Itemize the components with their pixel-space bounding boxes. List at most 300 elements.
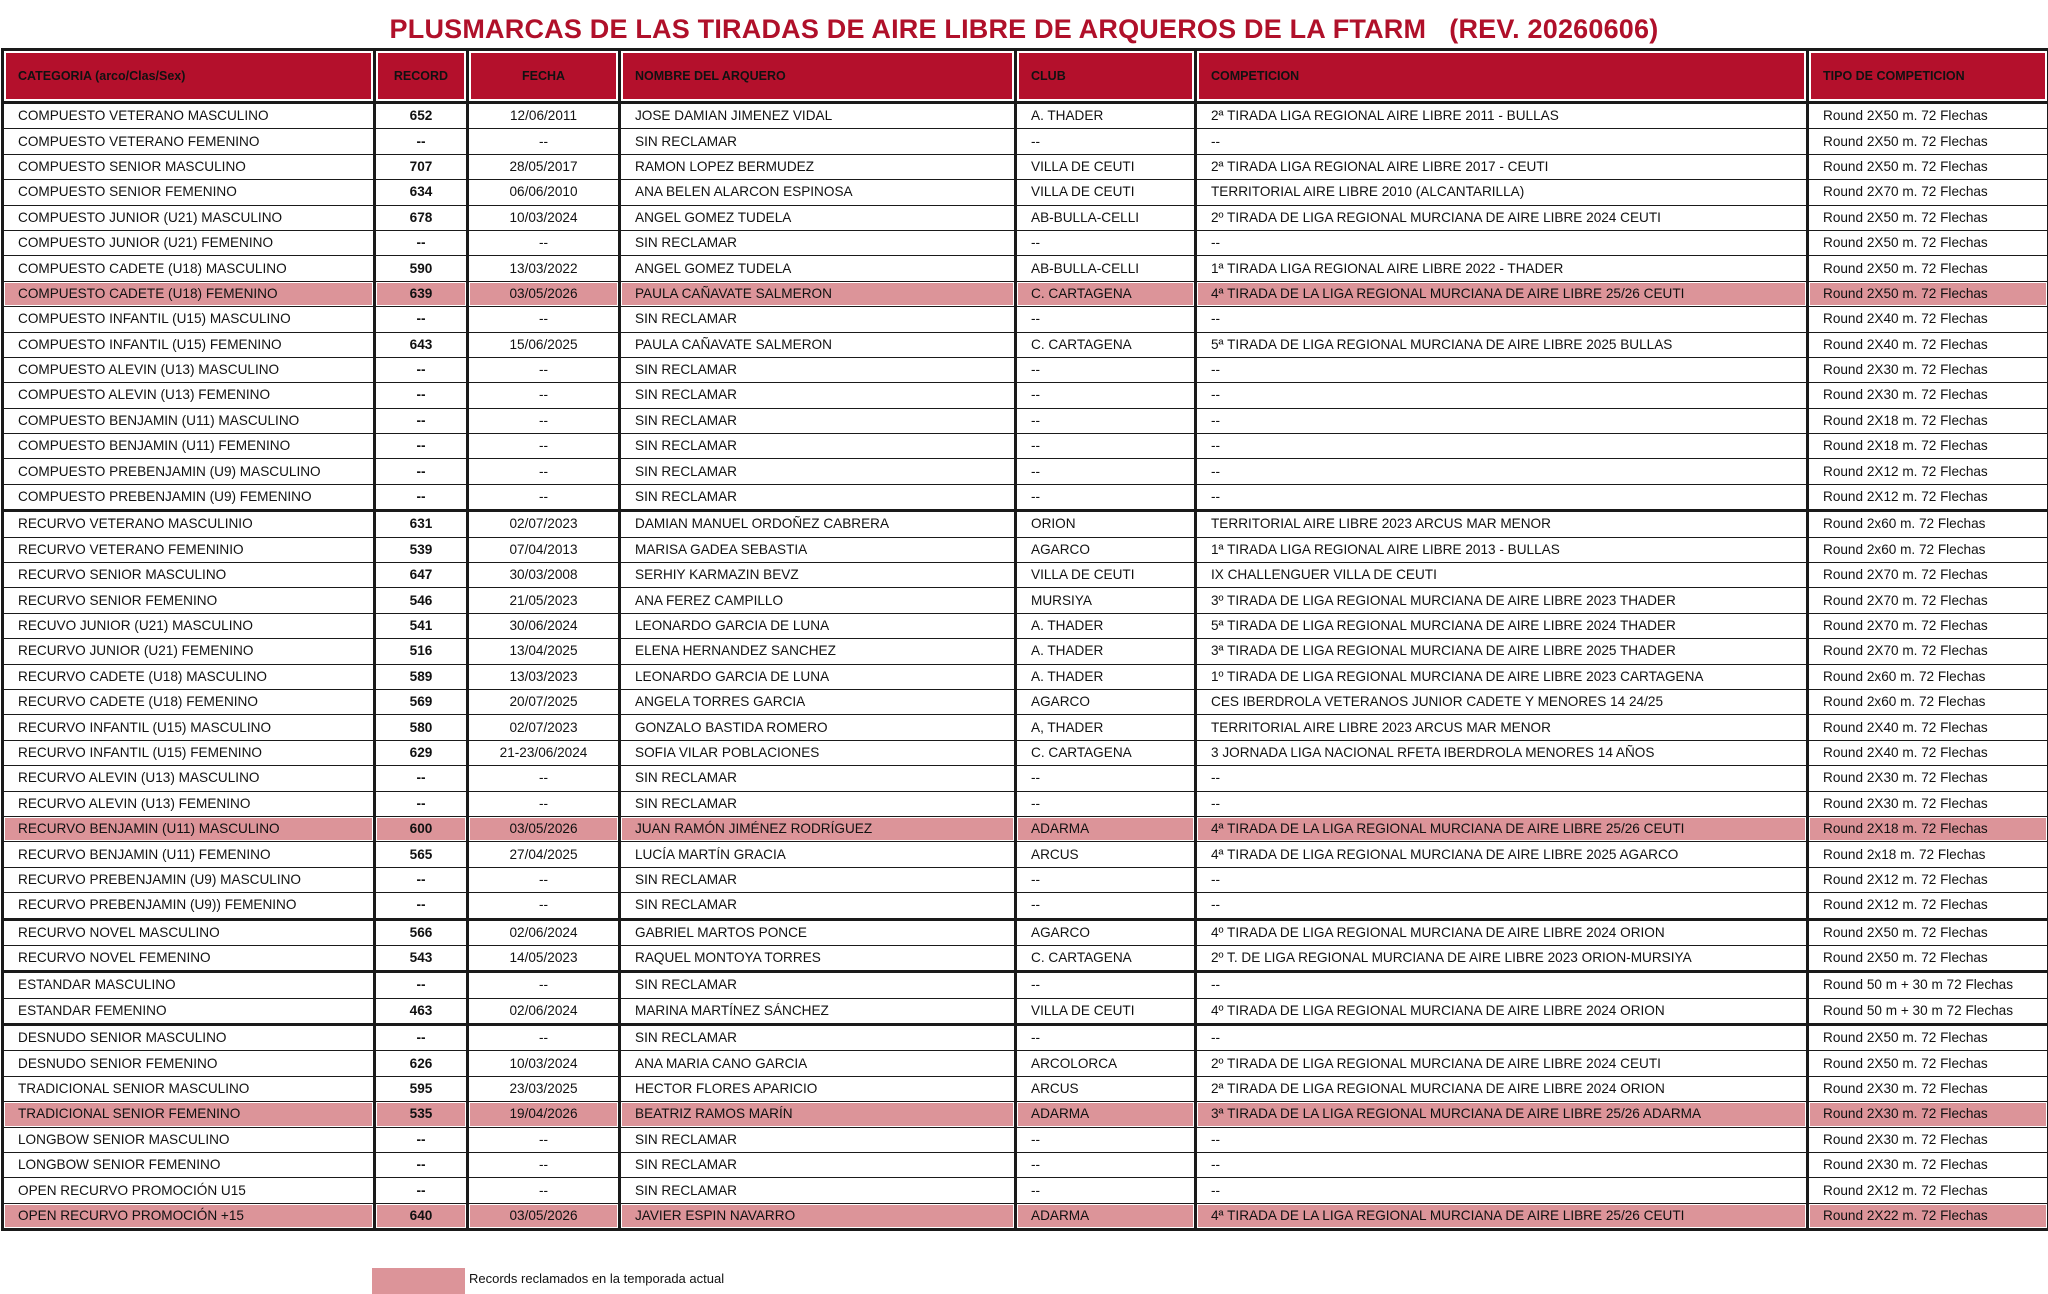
cell-tipo: Round 2X50 m. 72 Flechas: [1808, 281, 2048, 306]
cell-nombre: SIN RECLAMAR: [620, 766, 1016, 791]
cell-categoria: RECURVO NOVEL MASCULINO: [3, 919, 375, 945]
cell-club: A. THADER: [1016, 103, 1196, 129]
legend-text: Records reclamados en la temporada actual: [469, 1271, 725, 1286]
cell-nombre: JAVIER ESPIN NAVARRO: [620, 1203, 1016, 1229]
table-row: [3, 180, 2048, 205]
cell-record: 566: [375, 919, 468, 945]
cell-nombre: SIN RECLAMAR: [620, 1178, 1016, 1203]
table-row: [3, 972, 2048, 998]
cell-categoria: RECURVO NOVEL FEMENINO: [3, 945, 375, 971]
table-row: [3, 281, 2048, 306]
cell-club: --: [1016, 230, 1196, 255]
cell-fecha: --: [468, 307, 620, 332]
cell-fecha: --: [468, 408, 620, 433]
cell-categoria: RECURVO INFANTIL (U15) FEMENINO: [3, 740, 375, 765]
cell-fecha: 21/05/2023: [468, 588, 620, 613]
cell-competicion: 2º TIRADA DE LIGA REGIONAL MURCIANA DE AIRE LIBRE 2024 CEUTI: [1196, 1051, 1808, 1076]
cell-fecha: 20/07/2025: [468, 689, 620, 714]
col-header-nombre: NOMBRE DEL ARQUERO: [620, 50, 1016, 103]
cell-record: 640: [375, 1203, 468, 1229]
cell-nombre: LEONARDO GARCIA DE LUNA: [620, 664, 1016, 689]
cell-categoria: RECURVO BENJAMIN (U11) MASCULINO: [3, 816, 375, 841]
table-row: [3, 383, 2048, 408]
cell-categoria: COMPUESTO JUNIOR (U21) MASCULINO: [3, 205, 375, 230]
cell-competicion: CES IBERDROLA VETERANOS JUNIOR CADETE Y MENORES 14 24/25: [1196, 689, 1808, 714]
cell-competicion: 1ª TIRADA LIGA REGIONAL AIRE LIBRE 2013 - BULLAS: [1196, 537, 1808, 562]
cell-competicion: 2º TIRADA DE LIGA REGIONAL MURCIANA DE AIRE LIBRE 2024 CEUTI: [1196, 205, 1808, 230]
cell-competicion: --: [1196, 1178, 1808, 1203]
cell-competicion: TERRITORIAL AIRE LIBRE 2023 ARCUS MAR MENOR: [1196, 715, 1808, 740]
cell-categoria: COMPUESTO SENIOR FEMENINO: [3, 180, 375, 205]
cell-competicion: 4º TIRADA DE LIGA REGIONAL MURCIANA DE AIRE LIBRE 2024 ORION: [1196, 919, 1808, 945]
cell-record: --: [375, 357, 468, 382]
cell-competicion: IX CHALLENGUER VILLA DE CEUTI: [1196, 563, 1808, 588]
cell-club: VILLA DE CEUTI: [1016, 998, 1196, 1024]
cell-categoria: OPEN RECURVO PROMOCIÓN +15: [3, 1203, 375, 1229]
cell-fecha: 23/03/2025: [468, 1076, 620, 1101]
cell-categoria: RECURVO VETERANO MASCULINIO: [3, 511, 375, 537]
cell-tipo: Round 2x60 m. 72 Flechas: [1808, 537, 2048, 562]
cell-club: A. THADER: [1016, 613, 1196, 638]
table-row: [3, 919, 2048, 945]
table-row: [3, 791, 2048, 816]
cell-club: ADARMA: [1016, 816, 1196, 841]
cell-club: A. THADER: [1016, 664, 1196, 689]
cell-tipo: Round 2X50 m. 72 Flechas: [1808, 1025, 2048, 1051]
cell-tipo: Round 2X30 m. 72 Flechas: [1808, 357, 2048, 382]
records-body: [3, 103, 2048, 1230]
cell-tipo: Round 50 m + 30 m 72 Flechas: [1808, 998, 2048, 1024]
cell-tipo: Round 2X70 m. 72 Flechas: [1808, 639, 2048, 664]
cell-nombre: ANGEL GOMEZ TUDELA: [620, 205, 1016, 230]
cell-categoria: RECURVO SENIOR MASCULINO: [3, 563, 375, 588]
cell-club: ORION: [1016, 511, 1196, 537]
cell-competicion: 4º TIRADA DE LIGA REGIONAL MURCIANA DE AIRE LIBRE 2024 ORION: [1196, 998, 1808, 1024]
table-row: [3, 408, 2048, 433]
cell-nombre: ANA BELEN ALARCON ESPINOSA: [620, 180, 1016, 205]
cell-nombre: SIN RECLAMAR: [620, 791, 1016, 816]
table-row: [3, 307, 2048, 332]
cell-tipo: Round 2X18 m. 72 Flechas: [1808, 408, 2048, 433]
cell-competicion: --: [1196, 972, 1808, 998]
cell-club: AB-BULLA-CELLI: [1016, 256, 1196, 281]
cell-club: VILLA DE CEUTI: [1016, 180, 1196, 205]
cell-record: 535: [375, 1102, 468, 1127]
cell-record: --: [375, 1025, 468, 1051]
cell-record: --: [375, 893, 468, 919]
cell-record: --: [375, 766, 468, 791]
cell-record: 678: [375, 205, 468, 230]
cell-club: VILLA DE CEUTI: [1016, 154, 1196, 179]
legend-swatch: [372, 1268, 465, 1294]
cell-club: --: [1016, 484, 1196, 510]
cell-tipo: Round 2X12 m. 72 Flechas: [1808, 459, 2048, 484]
cell-nombre: RAQUEL MONTOYA TORRES: [620, 945, 1016, 971]
cell-record: 626: [375, 1051, 468, 1076]
cell-nombre: SIN RECLAMAR: [620, 867, 1016, 892]
cell-club: A. THADER: [1016, 639, 1196, 664]
cell-fecha: --: [468, 1025, 620, 1051]
cell-record: 539: [375, 537, 468, 562]
cell-nombre: SIN RECLAMAR: [620, 434, 1016, 459]
cell-tipo: Round 2X12 m. 72 Flechas: [1808, 893, 2048, 919]
cell-categoria: RECURVO PREBENJAMIN (U9)) FEMENINO: [3, 893, 375, 919]
table-row: [3, 256, 2048, 281]
cell-record: --: [375, 791, 468, 816]
cell-fecha: 30/06/2024: [468, 613, 620, 638]
cell-categoria: COMPUESTO INFANTIL (U15) FEMENINO: [3, 332, 375, 357]
cell-tipo: Round 2X50 m. 72 Flechas: [1808, 230, 2048, 255]
cell-competicion: 2ª TIRADA DE LIGA REGIONAL MURCIANA DE AIRE LIBRE 2024 ORION: [1196, 1076, 1808, 1101]
table-row: [3, 1051, 2048, 1076]
cell-competicion: 2ª TIRADA LIGA REGIONAL AIRE LIBRE 2017 - CEUTI: [1196, 154, 1808, 179]
cell-record: 600: [375, 816, 468, 841]
cell-record: 541: [375, 613, 468, 638]
cell-competicion: --: [1196, 230, 1808, 255]
cell-fecha: 13/03/2023: [468, 664, 620, 689]
cell-tipo: Round 2X70 m. 72 Flechas: [1808, 563, 2048, 588]
cell-tipo: Round 2X70 m. 72 Flechas: [1808, 180, 2048, 205]
cell-tipo: Round 2X50 m. 72 Flechas: [1808, 154, 2048, 179]
cell-fecha: --: [468, 766, 620, 791]
cell-fecha: 13/04/2025: [468, 639, 620, 664]
cell-fecha: 30/03/2008: [468, 563, 620, 588]
cell-fecha: --: [468, 357, 620, 382]
cell-record: --: [375, 307, 468, 332]
cell-record: 631: [375, 511, 468, 537]
cell-fecha: 14/05/2023: [468, 945, 620, 971]
cell-fecha: 21-23/06/2024: [468, 740, 620, 765]
cell-club: --: [1016, 1178, 1196, 1203]
table-row: [3, 511, 2048, 537]
cell-tipo: Round 2X30 m. 72 Flechas: [1808, 1102, 2048, 1127]
cell-competicion: --: [1196, 129, 1808, 154]
cell-nombre: SOFIA VILAR POBLACIONES: [620, 740, 1016, 765]
cell-tipo: Round 2X30 m. 72 Flechas: [1808, 1153, 2048, 1178]
cell-categoria: COMPUESTO SENIOR MASCULINO: [3, 154, 375, 179]
cell-record: 546: [375, 588, 468, 613]
cell-fecha: 03/05/2026: [468, 1203, 620, 1229]
cell-categoria: RECURVO VETERANO FEMENINIO: [3, 537, 375, 562]
cell-fecha: 27/04/2025: [468, 842, 620, 867]
cell-competicion: 3º TIRADA DE LIGA REGIONAL MURCIANA DE AIRE LIBRE 2023 THADER: [1196, 588, 1808, 613]
cell-nombre: GABRIEL MARTOS PONCE: [620, 919, 1016, 945]
col-header-categoria: CATEGORIA (arco/Clas/Sex): [3, 50, 375, 103]
cell-fecha: 02/06/2024: [468, 998, 620, 1024]
cell-nombre: SIN RECLAMAR: [620, 459, 1016, 484]
cell-fecha: --: [468, 230, 620, 255]
cell-competicion: TERRITORIAL AIRE LIBRE 2023 ARCUS MAR MENOR: [1196, 511, 1808, 537]
cell-tipo: Round 2x60 m. 72 Flechas: [1808, 664, 2048, 689]
cell-record: 634: [375, 180, 468, 205]
cell-tipo: Round 2X70 m. 72 Flechas: [1808, 588, 2048, 613]
cell-fecha: --: [468, 459, 620, 484]
cell-nombre: PAULA CAÑAVATE SALMERON: [620, 332, 1016, 357]
table-header-row: [3, 50, 2048, 103]
cell-club: C. CARTAGENA: [1016, 281, 1196, 306]
cell-tipo: Round 2X50 m. 72 Flechas: [1808, 945, 2048, 971]
cell-nombre: MARISA GADEA SEBASTIA: [620, 537, 1016, 562]
cell-categoria: RECURVO JUNIOR (U21) FEMENINO: [3, 639, 375, 664]
cell-nombre: SIN RECLAMAR: [620, 408, 1016, 433]
cell-competicion: --: [1196, 791, 1808, 816]
cell-categoria: COMPUESTO PREBENJAMIN (U9) FEMENINO: [3, 484, 375, 510]
cell-fecha: --: [468, 972, 620, 998]
table-row: [3, 129, 2048, 154]
cell-record: 580: [375, 715, 468, 740]
table-row: [3, 998, 2048, 1024]
cell-tipo: Round 2X12 m. 72 Flechas: [1808, 484, 2048, 510]
cell-categoria: TRADICIONAL SENIOR FEMENINO: [3, 1102, 375, 1127]
cell-categoria: DESNUDO SENIOR FEMENINO: [3, 1051, 375, 1076]
cell-club: --: [1016, 766, 1196, 791]
cell-tipo: Round 2X30 m. 72 Flechas: [1808, 766, 2048, 791]
cell-club: --: [1016, 459, 1196, 484]
cell-record: --: [375, 383, 468, 408]
table-row: [3, 740, 2048, 765]
table-row: [3, 484, 2048, 510]
cell-club: --: [1016, 408, 1196, 433]
cell-fecha: 02/07/2023: [468, 511, 620, 537]
cell-categoria: COMPUESTO CADETE (U18) MASCULINO: [3, 256, 375, 281]
cell-club: C. CARTAGENA: [1016, 740, 1196, 765]
table-row: [3, 563, 2048, 588]
cell-tipo: Round 2X50 m. 72 Flechas: [1808, 919, 2048, 945]
table-row: [3, 613, 2048, 638]
cell-tipo: Round 2X22 m. 72 Flechas: [1808, 1203, 2048, 1229]
cell-categoria: OPEN RECURVO PROMOCIÓN U15: [3, 1178, 375, 1203]
cell-club: ARCUS: [1016, 842, 1196, 867]
cell-competicion: 1º TIRADA DE LIGA REGIONAL MURCIANA DE AIRE LIBRE 2023 CARTAGENA: [1196, 664, 1808, 689]
cell-nombre: ANGELA TORRES GARCIA: [620, 689, 1016, 714]
table-row: [3, 537, 2048, 562]
cell-nombre: SIN RECLAMAR: [620, 230, 1016, 255]
cell-categoria: RECURVO ALEVIN (U13) FEMENINO: [3, 791, 375, 816]
cell-competicion: --: [1196, 867, 1808, 892]
cell-nombre: SIN RECLAMAR: [620, 357, 1016, 382]
cell-record: --: [375, 459, 468, 484]
table-row: [3, 434, 2048, 459]
cell-categoria: LONGBOW SENIOR MASCULINO: [3, 1127, 375, 1152]
cell-club: AGARCO: [1016, 537, 1196, 562]
table-row: [3, 867, 2048, 892]
cell-tipo: Round 2X40 m. 72 Flechas: [1808, 332, 2048, 357]
table-row: [3, 1203, 2048, 1229]
cell-nombre: JUAN RAMÓN JIMÉNEZ RODRÍGUEZ: [620, 816, 1016, 841]
cell-categoria: RECURVO CADETE (U18) FEMENINO: [3, 689, 375, 714]
cell-competicion: TERRITORIAL AIRE LIBRE 2010 (ALCANTARILLA): [1196, 180, 1808, 205]
cell-tipo: Round 2X12 m. 72 Flechas: [1808, 867, 2048, 892]
table-row: [3, 1153, 2048, 1178]
cell-fecha: 10/03/2024: [468, 205, 620, 230]
cell-competicion: 5ª TIRADA DE LIGA REGIONAL MURCIANA DE AIRE LIBRE 2025 BULLAS: [1196, 332, 1808, 357]
table-row: [3, 1102, 2048, 1127]
table-row: [3, 154, 2048, 179]
cell-competicion: 4ª TIRADA DE LA LIGA REGIONAL MURCIANA DE AIRE LIBRE 25/26 CEUTI: [1196, 816, 1808, 841]
cell-tipo: Round 2X50 m. 72 Flechas: [1808, 256, 2048, 281]
cell-categoria: COMPUESTO BENJAMIN (U11) MASCULINO: [3, 408, 375, 433]
cell-nombre: SIN RECLAMAR: [620, 1153, 1016, 1178]
cell-nombre: JOSE DAMIAN JIMENEZ VIDAL: [620, 103, 1016, 129]
cell-tipo: Round 2X40 m. 72 Flechas: [1808, 740, 2048, 765]
cell-categoria: COMPUESTO INFANTIL (U15) MASCULINO: [3, 307, 375, 332]
table-row: [3, 332, 2048, 357]
cell-record: 629: [375, 740, 468, 765]
cell-tipo: Round 2X50 m. 72 Flechas: [1808, 129, 2048, 154]
cell-club: ADARMA: [1016, 1102, 1196, 1127]
cell-tipo: Round 2X18 m. 72 Flechas: [1808, 816, 2048, 841]
cell-categoria: COMPUESTO ALEVIN (U13) FEMENINO: [3, 383, 375, 408]
table-row: [3, 664, 2048, 689]
cell-club: --: [1016, 791, 1196, 816]
cell-fecha: --: [468, 791, 620, 816]
cell-record: 639: [375, 281, 468, 306]
cell-competicion: --: [1196, 1025, 1808, 1051]
cell-nombre: MARINA MARTÍNEZ SÁNCHEZ: [620, 998, 1016, 1024]
cell-categoria: ESTANDAR MASCULINO: [3, 972, 375, 998]
table-row: [3, 893, 2048, 919]
cell-club: --: [1016, 434, 1196, 459]
cell-record: 543: [375, 945, 468, 971]
cell-fecha: --: [468, 383, 620, 408]
cell-tipo: Round 2x60 m. 72 Flechas: [1808, 511, 2048, 537]
cell-club: --: [1016, 893, 1196, 919]
cell-club: --: [1016, 867, 1196, 892]
cell-nombre: LUCÍA MARTÍN GRACIA: [620, 842, 1016, 867]
cell-competicion: --: [1196, 893, 1808, 919]
cell-club: A, THADER: [1016, 715, 1196, 740]
cell-tipo: Round 2X18 m. 72 Flechas: [1808, 434, 2048, 459]
cell-categoria: RECURVO SENIOR FEMENINO: [3, 588, 375, 613]
cell-categoria: ESTANDAR FEMENINO: [3, 998, 375, 1024]
cell-competicion: --: [1196, 459, 1808, 484]
cell-competicion: 2ª TIRADA LIGA REGIONAL AIRE LIBRE 2011 - BULLAS: [1196, 103, 1808, 129]
cell-categoria: COMPUESTO PREBENJAMIN (U9) MASCULINO: [3, 459, 375, 484]
cell-tipo: Round 2X30 m. 72 Flechas: [1808, 1127, 2048, 1152]
cell-fecha: --: [468, 1178, 620, 1203]
cell-record: --: [375, 972, 468, 998]
cell-fecha: 02/07/2023: [468, 715, 620, 740]
cell-categoria: RECURVO BENJAMIN (U11) FEMENINO: [3, 842, 375, 867]
col-header-tipo: TIPO DE COMPETICION: [1808, 50, 2048, 103]
cell-fecha: --: [468, 1127, 620, 1152]
cell-nombre: SIN RECLAMAR: [620, 972, 1016, 998]
cell-club: MURSIYA: [1016, 588, 1196, 613]
cell-competicion: 5ª TIRADA DE LIGA REGIONAL MURCIANA DE AIRE LIBRE 2024 THADER: [1196, 613, 1808, 638]
table-row: [3, 1127, 2048, 1152]
col-header-fecha: FECHA: [468, 50, 620, 103]
cell-club: ADARMA: [1016, 1203, 1196, 1229]
cell-competicion: 4ª TIRADA DE LIGA REGIONAL MURCIANA DE AIRE LIBRE 2025 AGARCO: [1196, 842, 1808, 867]
cell-record: --: [375, 484, 468, 510]
cell-fecha: 06/06/2010: [468, 180, 620, 205]
cell-categoria: RECUVO JUNIOR (U21) MASCULINO: [3, 613, 375, 638]
cell-club: --: [1016, 357, 1196, 382]
cell-nombre: GONZALO BASTIDA ROMERO: [620, 715, 1016, 740]
table-row: [3, 230, 2048, 255]
cell-nombre: RAMON LOPEZ BERMUDEZ: [620, 154, 1016, 179]
cell-club: --: [1016, 129, 1196, 154]
cell-fecha: 19/04/2026: [468, 1102, 620, 1127]
cell-nombre: SIN RECLAMAR: [620, 129, 1016, 154]
cell-club: --: [1016, 1127, 1196, 1152]
cell-competicion: 1ª TIRADA LIGA REGIONAL AIRE LIBRE 2022 - THADER: [1196, 256, 1808, 281]
cell-fecha: 03/05/2026: [468, 816, 620, 841]
cell-fecha: --: [468, 129, 620, 154]
cell-record: 463: [375, 998, 468, 1024]
cell-categoria: RECURVO ALEVIN (U13) MASCULINO: [3, 766, 375, 791]
cell-fecha: 28/05/2017: [468, 154, 620, 179]
cell-record: --: [375, 408, 468, 433]
cell-competicion: --: [1196, 1153, 1808, 1178]
cell-nombre: SIN RECLAMAR: [620, 893, 1016, 919]
cell-record: 595: [375, 1076, 468, 1101]
cell-nombre: ANGEL GOMEZ TUDELA: [620, 256, 1016, 281]
cell-record: 647: [375, 563, 468, 588]
cell-club: --: [1016, 972, 1196, 998]
cell-club: --: [1016, 1025, 1196, 1051]
cell-club: C. CARTAGENA: [1016, 332, 1196, 357]
cell-fecha: 15/06/2025: [468, 332, 620, 357]
table-row: [3, 689, 2048, 714]
cell-nombre: ANA FEREZ CAMPILLO: [620, 588, 1016, 613]
cell-record: 707: [375, 154, 468, 179]
cell-nombre: DAMIAN MANUEL ORDOÑEZ CABRERA: [620, 511, 1016, 537]
cell-club: C. CARTAGENA: [1016, 945, 1196, 971]
cell-competicion: --: [1196, 766, 1808, 791]
cell-club: AGARCO: [1016, 919, 1196, 945]
cell-categoria: COMPUESTO VETERANO MASCULINO: [3, 103, 375, 129]
cell-tipo: Round 2x60 m. 72 Flechas: [1808, 689, 2048, 714]
cell-fecha: --: [468, 484, 620, 510]
cell-nombre: SIN RECLAMAR: [620, 307, 1016, 332]
cell-fecha: 10/03/2024: [468, 1051, 620, 1076]
cell-record: --: [375, 1153, 468, 1178]
cell-competicion: --: [1196, 383, 1808, 408]
cell-categoria: DESNUDO SENIOR MASCULINO: [3, 1025, 375, 1051]
cell-categoria: COMPUESTO CADETE (U18) FEMENINO: [3, 281, 375, 306]
cell-competicion: --: [1196, 408, 1808, 433]
cell-fecha: --: [468, 434, 620, 459]
cell-fecha: --: [468, 1153, 620, 1178]
table-row: [3, 459, 2048, 484]
cell-categoria: LONGBOW SENIOR FEMENINO: [3, 1153, 375, 1178]
table-row: [3, 205, 2048, 230]
cell-nombre: PAULA CAÑAVATE SALMERON: [620, 281, 1016, 306]
table-row: [3, 639, 2048, 664]
cell-record: --: [375, 434, 468, 459]
table-row: [3, 1076, 2048, 1101]
cell-record: 643: [375, 332, 468, 357]
cell-nombre: ANA MARIA CANO GARCIA: [620, 1051, 1016, 1076]
table-row: [3, 715, 2048, 740]
cell-categoria: COMPUESTO VETERANO FEMENINO: [3, 129, 375, 154]
cell-club: --: [1016, 1153, 1196, 1178]
cell-categoria: COMPUESTO ALEVIN (U13) MASCULINO: [3, 357, 375, 382]
cell-tipo: Round 2X40 m. 72 Flechas: [1808, 715, 2048, 740]
cell-competicion: --: [1196, 1127, 1808, 1152]
cell-fecha: 07/04/2013: [468, 537, 620, 562]
table-row: [3, 1178, 2048, 1203]
cell-fecha: --: [468, 893, 620, 919]
cell-record: 589: [375, 664, 468, 689]
cell-fecha: --: [468, 867, 620, 892]
cell-record: --: [375, 867, 468, 892]
cell-tipo: Round 2X70 m. 72 Flechas: [1808, 613, 2048, 638]
cell-tipo: Round 2X50 m. 72 Flechas: [1808, 205, 2048, 230]
cell-nombre: SIN RECLAMAR: [620, 1127, 1016, 1152]
cell-tipo: Round 2X12 m. 72 Flechas: [1808, 1178, 2048, 1203]
